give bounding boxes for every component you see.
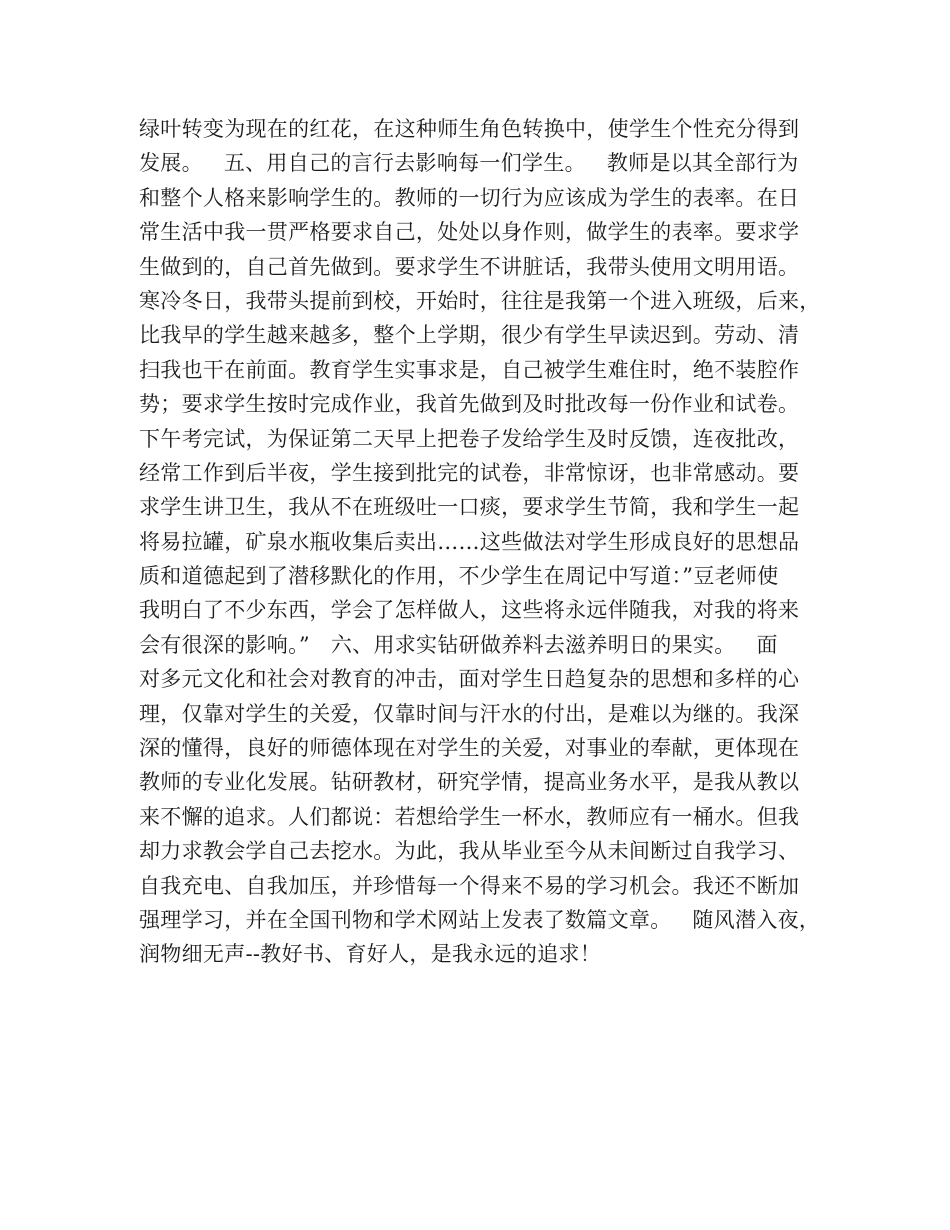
text-line: 生做到的，自己首先做到。要求学生不讲脏话，我带头使用文明用语。 [139,254,800,279]
text-line: 求学生讲卫生，我从不在班级吐一口痰，要求学生节简，我和学生一起 [139,495,800,520]
text-line: 绿叶转变为现在的红花，在这种师生角色转换中，使学生个性充分得到 [139,117,800,141]
text-line: 润物细无声--教好书、育好人，是我永远的追求！ [139,942,602,967]
text-line: 下午考完试，为保证第二天早上把卷子发给学生及时反馈，连夜批改， [139,426,800,451]
text-line: 将易拉罐，矿泉水瓶收集后卖出……这些做法对学生形成良好的思想品 [139,529,800,554]
text-line: 发展。 五、用自己的言行去影响每一们学生。 教师是以其全部行为 [139,151,799,176]
text-line: 扫我也干在前面。教育学生实事求是，自己被学生难住时，绝不装腔作 [139,357,800,382]
text-line: 常生活中我一贯严格要求自己，处处以身作则，做学生的表率。要求学 [139,220,800,245]
text-line: 理，仅靠对学生的关爱，仅靠时间与汗水的付出，是难以为继的。我深 [139,701,800,726]
text-line: 强理学习，并在全国刊物和学术网站上发表了数篇文章。 随风潜入夜， [139,907,821,932]
text-line: 却力求教会学自己去挖水。为此，我从毕业至今从未间断过自我学习、 [139,839,800,864]
text-line: 比我早的学生越来越多，整个上学期，很少有学生早读迟到。劳动、清 [139,323,800,348]
text-line: 会有很深的影响。” 六、用求实钻研做养料去滋养明日的果实。 面 [139,632,778,657]
body-text [139,112,839,972]
text-line: 教师的专业化发展。钻研教材，研究学情，提高业务水平，是我从教以 [139,770,800,795]
text-line: 深的懂得，良好的师德体现在对学生的关爱，对事业的奉献，更体现在 [139,736,800,761]
text-line: 自我充电、自我加压，并珍惜每一个得来不易的学习机会。我还不断加 [139,873,800,898]
text-line: 和整个人格来影响学生的。教师的一切行为应该成为学生的表率。在日 [139,185,800,210]
text-line: 我明白了不少东西，学会了怎样做人，这些将永远伴随我，对我的将来 [139,598,800,623]
text-line: 对多元文化和社会对教育的冲击，面对学生日趋复杂的思想和多样的心 [139,667,800,692]
text-line: 势；要求学生按时完成作业，我首先做到及时批改每一份作业和试卷。 [139,392,800,417]
text-line: 来不懈的追求。人们都说：若想给学生一杯水，教师应有一桶水。但我 [139,804,800,829]
text-line: 质和道德起到了潜移默化的作用，不少学生在周记中写道：”豆老师使 [139,564,779,589]
text-line: 寒冷冬日，我带头提前到校，开始时，往往是我第一个进入班级，后来， [139,288,821,313]
text-line: 经常工作到后半夜，学生接到批完的试卷，非常惊讶，也非常感动。要 [139,460,800,485]
